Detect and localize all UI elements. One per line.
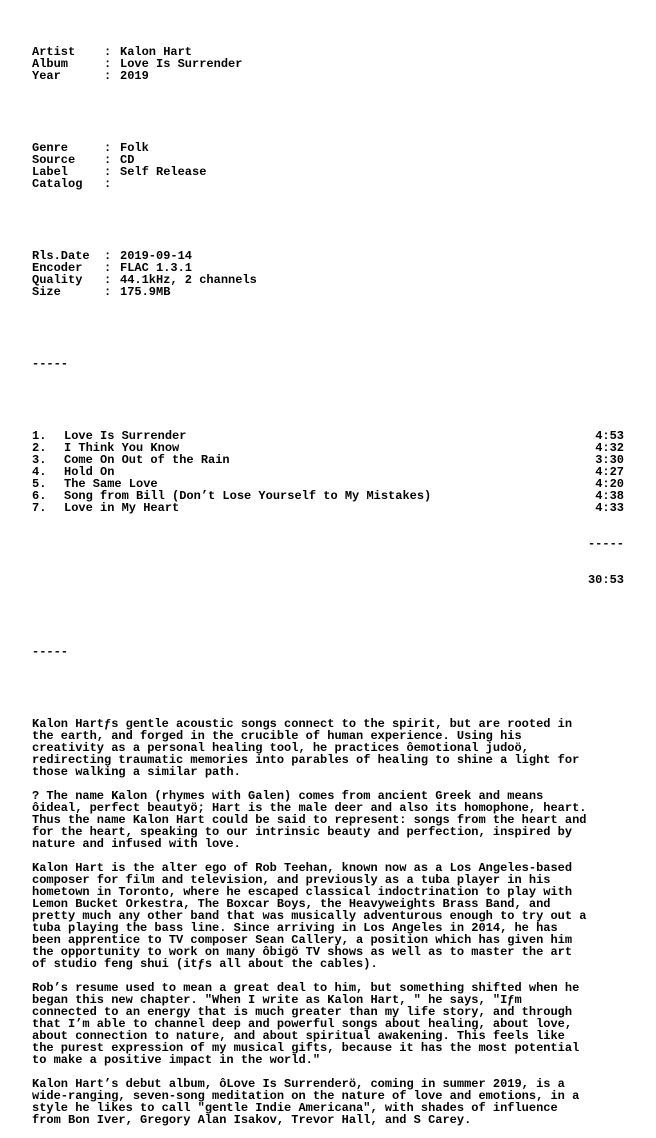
divider-2: ----- [32,645,69,659]
paragraph-line: wide-ranging, seven-song meditation on the nature of love and emotions, in a [32,1089,580,1103]
track-duration: 4:53 [595,429,624,443]
track-number: 6. [32,489,47,503]
track-number: 5. [32,477,47,491]
metadata-separator: : [104,285,119,299]
metadata-row [32,70,652,82]
paragraph [32,1078,652,1126]
metadata-key: Source [32,153,76,167]
divider: ----- [32,357,69,371]
metadata-key: Size [32,285,61,299]
paragraph-line: the earth, and forged in the crucible of human experience. Using his [32,729,522,743]
track-number: 4. [32,465,47,479]
paragraph [32,982,652,1066]
paragraph-line: Thus the name Kalon Hart could be said to represent: songs from the heart and [32,813,587,827]
metadata-value: 175.9MB [120,285,171,299]
paragraph-line: composer for film and television, and previously as a tuba player in his [32,873,551,887]
paragraph-line: creativity as a personal healing tool, he practices ôemotional judoö, [32,741,529,755]
track-number: 1. [32,429,47,443]
total-duration: 30:53 [587,573,624,587]
metadata-value: Kalon Hart [120,45,193,59]
metadata-separator: : [104,249,119,263]
paragraph-line: nature and infused with love. [32,837,241,851]
metadata-value: FLAC 1.3.1 [120,261,193,275]
track-duration: 4:38 [595,489,624,503]
metadata-block-2 [32,142,652,190]
metadata-separator: : [104,57,119,71]
paragraph [32,862,652,970]
paragraph-line: been apprentice to TV composer Sean Callery, a position which has given him [32,933,573,947]
paragraph-line: Lemon Bucket Orkestra, The Boxcar Boys, the Heavyweights Brass Band, and [32,897,551,911]
track-number: 3. [32,453,47,467]
metadata-value: Self Release [120,165,207,179]
metadata-key: Year [32,69,61,83]
track-duration: 4:27 [595,465,624,479]
paragraph-line: connected to an energy that is much greater than my life story, and through [32,1005,573,1019]
metadata-row [32,178,652,190]
track-title: Love in My Heart [64,501,180,515]
paragraph-line: pretty much any other band that was musically adventurous enough to try out a [32,909,587,923]
paragraph-line: that I’m able to channel deep and powerful songs about healing, about love, [32,1017,573,1031]
track-title: Hold On [64,465,115,479]
metadata-key: Genre [32,141,69,155]
metadata-value: CD [120,153,135,167]
metadata-key: Catalog [32,177,83,191]
metadata-separator: : [104,261,119,275]
track-number: 7. [32,501,47,515]
metadata-block [32,46,652,82]
paragraph-line: Kalon Hart’s debut album, ôLove Is Surrenderö, coming in summer 2019, is a [32,1077,565,1091]
metadata-value: 44.1kHz, 2 channels [120,273,257,287]
paragraph-line: those walking a similar path. [32,765,241,779]
metadata-key: Label [32,165,69,179]
metadata-value: 2019-09-14 [120,249,193,263]
metadata-value: Folk [120,141,149,155]
metadata-key: Album [32,57,69,71]
total-separator: ----- [587,537,624,551]
metadata-separator: : [104,141,119,155]
metadata-key: Encoder [32,261,83,275]
track-duration: 4:32 [595,441,624,455]
metadata-value: 2019 [120,69,149,83]
paragraph-line: Kalon Hart is the alter ego of Rob Teehan, known now as a Los Angeles-based [32,861,573,875]
metadata-separator: : [104,273,119,287]
paragraph-line: from Bon Iver, Gregory Alan Isakov, Trevor Hall, and S Carey. [32,1113,472,1127]
metadata-row [32,286,652,298]
metadata-key: Artist [32,45,76,59]
metadata-row [32,166,652,178]
paragraph-line: tuba playing the bass line. Since arriving in Los Angeles in 2014, he has [32,921,558,935]
paragraph-line: of studio feng shui (itƒs all about the cables). [32,957,378,971]
paragraph-line: Kalon Hartƒs gentle acoustic songs connect to the spirit, but are rooted in [32,717,573,731]
paragraph-line: style he likes to call "gentle Indie Americana", with shades of influence [32,1101,558,1115]
track-duration: 4:20 [595,477,624,491]
track-duration: 4:33 [595,501,624,515]
metadata-separator: : [104,69,119,83]
paragraph-line: the purest expression of my musical gifts, because it has the most potential [32,1041,580,1055]
metadata-separator: : [104,165,119,179]
metadata-separator: : [104,45,119,59]
metadata-block-3 [32,250,652,298]
paragraph-line: redirecting traumatic memories into parables of healing to shine a light for [32,753,580,767]
description [32,718,652,1126]
paragraph-line: for the heart, speaking to our intrinsic beauty and perfection, inspired by [32,825,573,839]
track-title: The Same Love [64,477,158,491]
metadata-value: Love Is Surrender [120,57,243,71]
track-title: Song from Bill (Don’t Lose Yourself to My Mistakes) [64,489,432,503]
track-duration: 3:30 [595,453,624,467]
nfo-document [32,22,652,1138]
paragraph-line: the opportunity to work on many ôbigö TV shows as well as to master the art [32,945,573,959]
paragraph [32,790,652,850]
paragraph-line: Rob’s resume used to mean a great deal to him, but something shifted when he [32,981,580,995]
paragraph-line: hometown in Toronto, where he escaped classical indoctrination to play with [32,885,573,899]
track-row [32,502,624,514]
metadata-separator: : [104,177,119,191]
track-title: Come On Out of the Rain [64,453,230,467]
metadata-key: Quality [32,273,83,287]
tracklist [32,430,652,514]
track-title: I Think You Know [64,441,180,455]
paragraph-line: to make a positive impact in the world." [32,1053,321,1067]
paragraph-line: about connection to nature, and about spiritual awakening. This feels like [32,1029,565,1043]
paragraph-line: ôideal, perfect beautyö; Hart is the male deer and also its homophone, heart. [32,801,587,815]
paragraph [32,718,652,778]
metadata-key: Rls.Date [32,249,90,263]
track-number: 2. [32,441,47,455]
track-title: Love Is Surrender [64,429,187,443]
paragraph-line: ? The name Kalon (rhymes with Galen) comes from ancient Greek and means [32,789,544,803]
metadata-separator: : [104,153,119,167]
paragraph-line: began this new chapter. "When I write as Kalon Hart, " he says, "Iƒm [32,993,522,1007]
track-row [32,454,624,466]
